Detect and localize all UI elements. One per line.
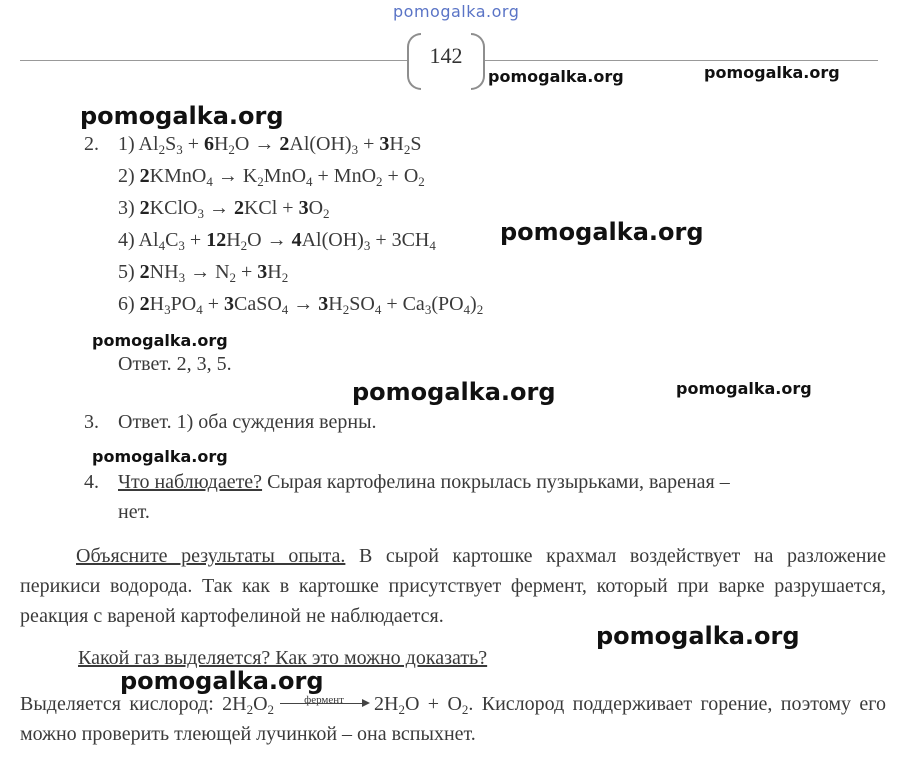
item-number: 3. — [84, 411, 99, 433]
watermark: pomogalka.org — [120, 667, 324, 695]
gas-text-before: Выделяется кислород: — [20, 693, 223, 715]
explain-question: Объясните результаты опыта. — [76, 545, 346, 567]
gas-question: Какой газ выделяется? Как это можно доказать? — [78, 647, 488, 669]
watermark: pomogalka.org — [92, 447, 228, 466]
item-number: 4. — [84, 471, 99, 493]
equation-1: 1) $Al_2S_3 + 6H_2O \to 2Al(OH)_3 + 3H_2S$ — [118, 133, 422, 157]
watermark: pomogalka.org — [488, 67, 624, 86]
watermark: pomogalka.org — [80, 102, 284, 130]
watermark: pomogalka.org — [676, 379, 812, 398]
equation-6: 6) $2H_3PO_4$ + 3CaSO$_4$ → $3H_2SO_4 + Ca_3(PO_4)_2$ — [118, 293, 484, 317]
explain-text: В сырой картошке крахмал воздействует на разложение перикиси водорода. Так как в картошке присутствует фермент, который при варке разрушается, реакция с вареной картофелиной не наблюдается. — [20, 545, 887, 627]
watermark-top: pomogalka.org — [393, 2, 520, 21]
arrow-label: фермент — [304, 694, 344, 706]
equation-3: 3) 2KClO$_3$ → $2KCl + 3O_2$ — [118, 197, 330, 221]
item4-question: Что наблюдаете? — [118, 471, 263, 493]
item4-text-cont: нет. — [118, 501, 150, 523]
watermark: pomogalka.org — [596, 622, 800, 650]
watermark: pomogalka.org — [704, 63, 840, 82]
page-number: 142 — [429, 43, 463, 68]
equation-5: 5) $2NH_3 \to N_2 + 3H_2$ — [118, 261, 289, 285]
explain-paragraph — [20, 541, 886, 631]
equation-4: 4) $Al_4C_3 + 12H_2O \to 4Al(OH)_3 + 3CH_4$ — [118, 229, 436, 253]
reaction-arrow — [278, 689, 370, 713]
watermark: pomogalka.org — [352, 378, 556, 406]
item-number: 2. — [84, 133, 99, 155]
page-number-box — [407, 33, 485, 88]
item2-answer: Ответ. 2, 3, 5. — [118, 353, 232, 375]
watermark: pomogalka.org — [92, 331, 228, 350]
item4-text: Сырая картофелина покрылась пузырьками, вареная – — [262, 471, 730, 493]
item4-line — [118, 470, 730, 494]
item3-text: Ответ. 1) оба суждения верны. — [118, 411, 377, 433]
gas-text-after: . Кислород поддерживает горение, поэтому его можно проверить тлеющей лучинкой – она вспыхнет. — [20, 693, 887, 745]
equation-2: 2) 2KMnO$_4$ → $K_2MnO_4 + MnO_2 + O_2$ — [118, 165, 425, 189]
watermark: pomogalka.org — [500, 218, 704, 246]
gas-paragraph: Выделяется кислород: $2H_2O_2$ фермент $2H_2O + O_2$. Кислород поддерживает горение, поэтому его можно проверить тлеющей лучинкой – она вспыхнет. — [20, 689, 886, 749]
